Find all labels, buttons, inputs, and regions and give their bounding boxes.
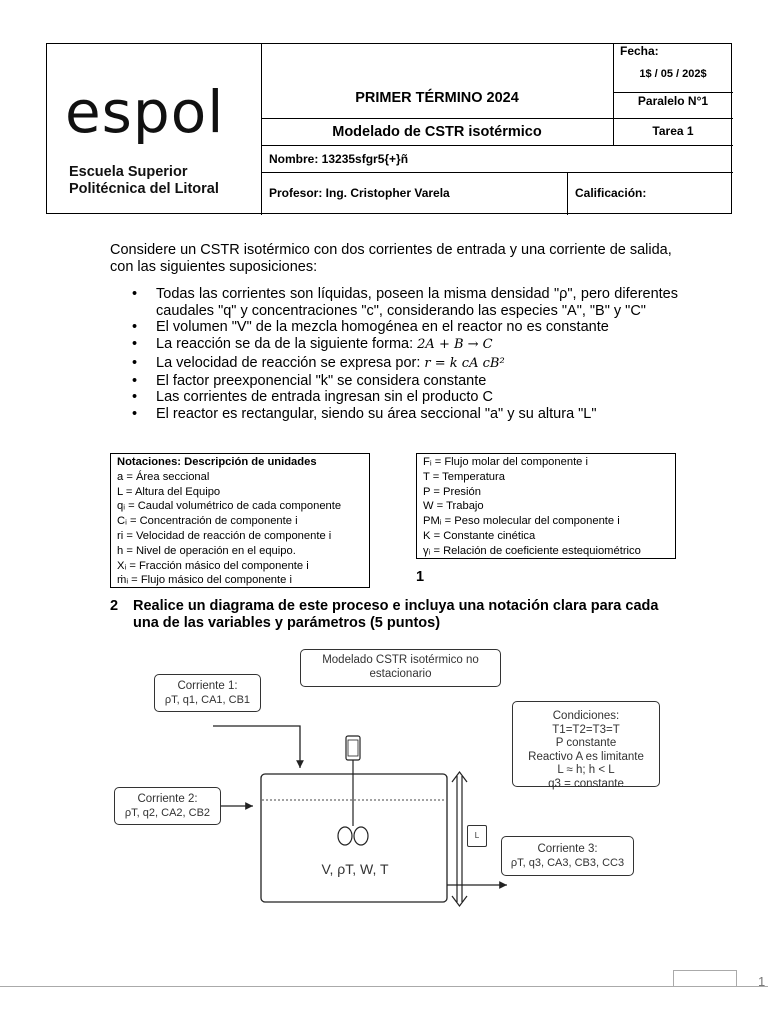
notation-item: T = Temperatura (423, 470, 505, 483)
stream-1-label: Corriente 1: (177, 680, 238, 692)
stream-1-vars: ρT, q1, CA1, CB1 (164, 693, 251, 706)
list-item: • El reactor es rectangular, siendo su área seccional "a" y su altura "L" (132, 405, 597, 422)
notation-item: qᵢ = Caudal volumétrico de cada componente (117, 500, 342, 513)
professor-name: Profesor: Ing. Cristopher Varela (269, 186, 450, 200)
notation-item: Fᵢ = Flujo molar del componente i (423, 456, 588, 468)
list-item: • El volumen "V" de la mezcla homogénea en el reactor no es constante (132, 319, 609, 335)
notation-item: PMᵢ = Peso molecular del componente i (423, 515, 620, 528)
stream-3-label: Corriente 3: (537, 843, 598, 855)
notation-item: ṁᵢ = Flujo másico del componente i (117, 574, 292, 587)
page-number: 1 (758, 974, 766, 989)
student-name: Nombre: 13235sfgr5{+}ñ (269, 152, 409, 166)
marker-1: 1 (416, 569, 425, 585)
condition-item: L ≈ h; h < L (557, 764, 615, 776)
date-label: Fecha: (620, 44, 659, 58)
notation-item: h = Nivel de operación en el equipo. (117, 544, 296, 557)
header-table (46, 43, 732, 214)
rate-equation: r = k cA cB² (424, 356, 505, 371)
stream-2-vars: ρT, q2, CA2, CB2 (124, 806, 211, 819)
section-label: Paralelo N°1 (637, 94, 709, 108)
notation-item: Cᵢ = Concentración de componente i (117, 515, 298, 528)
stream-3-box (501, 836, 634, 876)
list-item: • Las corrientes de entrada ingresan sin el producto C (132, 389, 493, 405)
list-item: • El factor preexponencial "k" se considera constante (132, 372, 487, 389)
diagram-title-box: Modelado CSTR isotérmico no estacionario (300, 649, 501, 687)
intro-paragraph: Considere un CSTR isotérmico con dos corrientes de entrada y una corriente de salida, con las siguientes suposiciones: (110, 242, 672, 275)
conditions-title: Condiciones: (552, 710, 620, 722)
height-label: L (467, 825, 487, 847)
espol-logo: espol (65, 78, 225, 146)
date-value: 1$ / 05 / 202$ (639, 68, 707, 80)
logo-line-2: Politécnica del Litoral (69, 181, 219, 197)
list-item: • Todas las corrientes son líquidas, poseen la misma densidad "ρ", pero diferentes caudales "q" y concentraciones "c", considerando las especies "A", "B" y "C" (132, 286, 678, 319)
conditions-box (512, 701, 660, 790)
question-number: 2 (110, 598, 119, 614)
notation-box-left (110, 453, 370, 588)
logo-line-1: Escuela Superior (69, 164, 188, 180)
notation-item: L = Altura del Equipo (117, 485, 221, 498)
notation-item: P = Presión (423, 485, 481, 498)
condition-item: P constante (555, 737, 617, 749)
stream-2-label: Corriente 2: (137, 793, 198, 805)
footer-divider (0, 986, 768, 987)
reactor-label: V, ρT, W, T (321, 861, 389, 877)
stream-1-box (154, 674, 261, 712)
course-title: Modelado de CSTR isotérmico (332, 124, 542, 140)
notation-item: W = Trabajo (423, 500, 484, 513)
reaction-equation: 2A + B → C (417, 336, 493, 352)
stream-3-vars: ρT, q3, CA3, CB3, CC3 (510, 856, 625, 869)
question-text: Realice un diagrama de este proceso e incluya una notación clara para cada una de las variables y parámetros (5 puntos) (133, 598, 659, 631)
condition-item: q3 = constante (548, 777, 624, 790)
condition-item: Reactivo A es limitante (528, 750, 644, 763)
task-label: Tarea 1 (652, 124, 694, 138)
height-arrow (452, 772, 467, 906)
term-title: PRIMER TÉRMINO 2024 (355, 90, 519, 106)
notation-title: Notaciones: Descripción de unidades (117, 456, 317, 468)
notation-item: ri = Velocidad de reacción de componente i (117, 529, 332, 542)
grade-label: Calificación: (575, 186, 647, 200)
notation-item: K = Constante cinética (423, 529, 536, 542)
notation-box-right (416, 453, 676, 559)
notation-item: γᵢ = Relación de coeficiente estequiométrico (423, 544, 641, 557)
footer-tab (673, 970, 737, 986)
notation-item: a = Área seccional (117, 470, 210, 483)
condition-item: T1=T2=T3=T (552, 723, 620, 736)
assumption-list (110, 286, 678, 422)
stream-1-arrow (213, 726, 300, 768)
notation-item: Xᵢ = Fracción másico del componente i (117, 559, 309, 572)
stream-2-box (114, 787, 221, 825)
list-item: • La velocidad de reacción se expresa por: r = k cA cB² (132, 355, 505, 371)
list-item: • La reacción se da de la siguiente forma: 2A + B → C (132, 335, 493, 352)
